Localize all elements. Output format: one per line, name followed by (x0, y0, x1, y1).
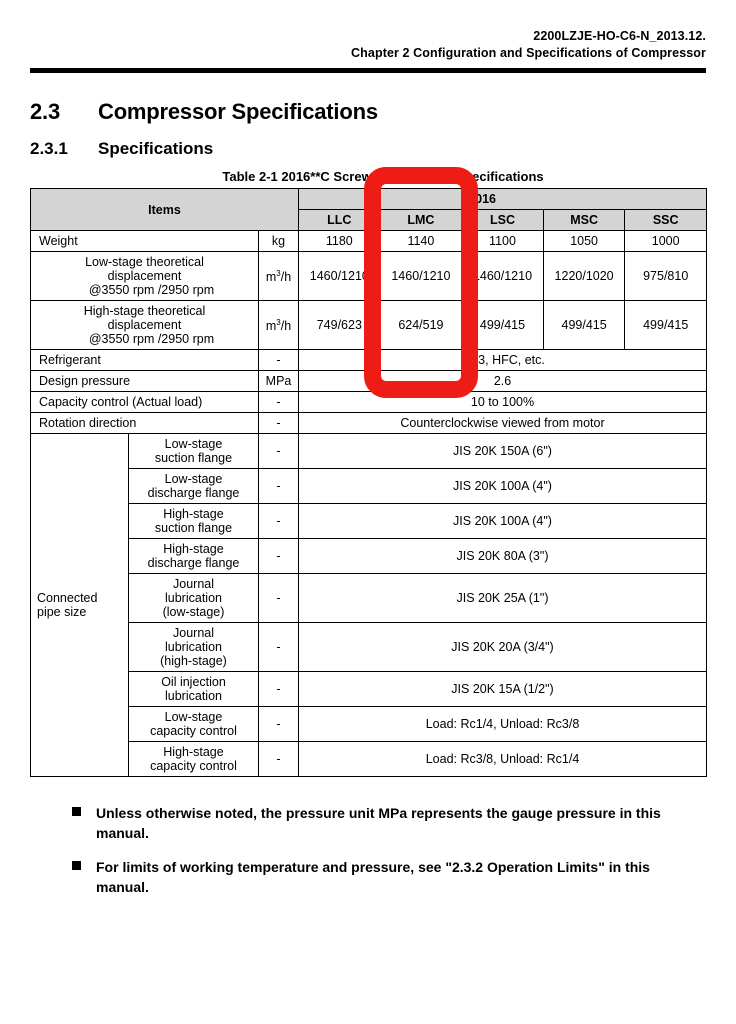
cell-weight-llc: 1180 (299, 231, 381, 252)
header-items: Items (31, 189, 299, 231)
label-line-2: lubrication (165, 689, 222, 703)
pipe-row-label (129, 539, 259, 574)
label-line-2: displacement (107, 318, 182, 332)
pipe-row-value: Load: Rc3/8, Unload: Rc1/4 (299, 742, 707, 777)
row-label-design-pressure: Design pressure (31, 371, 259, 392)
table-row (31, 469, 707, 504)
row-label-rotation-direction: Rotation direction (31, 413, 259, 434)
pipe-row-label (129, 469, 259, 504)
table-row (31, 672, 707, 707)
header-group-spacer-1 (299, 189, 381, 210)
label-line-2: suction flange (154, 451, 233, 465)
note-item (72, 857, 706, 897)
pipe-row-value: JIS 20K 150A (6") (299, 434, 707, 469)
pipe-row-value: JIS 20K 100A (4") (299, 469, 707, 504)
cell-lowdisp-ssc: 975/810 (625, 252, 707, 301)
label-line-2: capacity control (150, 759, 237, 773)
square-bullet-icon (72, 857, 96, 897)
table-row (31, 371, 707, 392)
row-label-low-stage-displacement (31, 252, 259, 301)
label-line-1: High-stage theoretical (83, 304, 206, 318)
note-text: For limits of working temperature and pressure, see "2.3.2 Operation Limits" in this manual. (96, 859, 650, 895)
cell-lowdisp-msc: 1220/1020 (543, 252, 625, 301)
row-unit-weight: kg (259, 231, 299, 252)
table-row (31, 742, 707, 777)
row-unit-high-stage-displacement: $m^3/h$ (259, 301, 299, 350)
label-line-1: Oil injection (161, 675, 226, 689)
table-header-row-group (31, 189, 707, 210)
section-title: Compressor Specifications (98, 99, 378, 124)
compressor-specifications-table (30, 188, 707, 777)
cell-highdisp-llc: 749/623 (299, 301, 381, 350)
table-row (31, 392, 707, 413)
pipe-row-label (129, 574, 259, 623)
label-line-1: High-stage (163, 507, 224, 521)
row-label-connected-pipe-size (31, 434, 129, 777)
table-row (31, 707, 707, 742)
note-text: Unless otherwise noted, the pressure unit MPa represents the gauge pressure in this manual. (96, 805, 661, 841)
row-label-high-stage-displacement (31, 301, 259, 350)
pipe-row-value: JIS 20K 80A (3") (299, 539, 707, 574)
cell-lowdisp-llc: 1460/1210 (299, 252, 381, 301)
section-number: 2.3 (30, 99, 60, 124)
pipe-row-unit: - (259, 469, 299, 504)
label-line-1: Low-stage (164, 710, 223, 724)
header-group-spacer-2 (380, 189, 462, 210)
pipe-row-label (129, 707, 259, 742)
row-label-refrigerant: Refrigerant (31, 350, 259, 371)
cell-rotation-direction-value: Counterclockwise viewed from motor (299, 413, 707, 434)
label-line-1: Low-stage (164, 472, 223, 486)
header-model-lsc: LSC (462, 210, 544, 231)
cell-capacity-control-value: 10 to 100% (299, 392, 707, 413)
pipe-row-label (129, 434, 259, 469)
table-row (31, 301, 707, 350)
subsection-title: Specifications (98, 139, 214, 158)
label-line-2: discharge flange (147, 556, 240, 570)
table-row (31, 504, 707, 539)
row-label-capacity-control: Capacity control (Actual load) (31, 392, 259, 413)
pipe-label-line-1: Connected (37, 591, 98, 605)
header-chapter: Chapter 2 Configuration and Specifications of Compressor (351, 46, 706, 60)
label-line-3: (low-stage) (162, 605, 225, 619)
header-model-msc: MSC (543, 210, 625, 231)
pipe-row-unit: - (259, 672, 299, 707)
table-row (31, 434, 707, 469)
row-unit-refrigerant: - (259, 350, 299, 371)
header-model-lmc: LMC (380, 210, 462, 231)
table-row (31, 350, 707, 371)
pipe-row-label (129, 672, 259, 707)
pipe-row-label (129, 623, 259, 672)
square-bullet-icon (72, 803, 96, 843)
label-line-2: lubrication (165, 640, 222, 654)
note-item (72, 803, 706, 843)
label-line-2: capacity control (150, 724, 237, 738)
cell-highdisp-ssc: 499/415 (625, 301, 707, 350)
cell-highdisp-lmc: 624/519 (380, 301, 462, 350)
table-caption: Table 2-1 2016**C Screw Compressor Specifications (222, 169, 544, 184)
row-unit-rotation-direction: - (259, 413, 299, 434)
cell-highdisp-msc: 499/415 (543, 301, 625, 350)
pipe-row-value: JIS 20K 20A (3/4") (299, 623, 707, 672)
cell-lowdisp-lmc: 1460/1210 (380, 252, 462, 301)
label-line-1: Journal (173, 626, 214, 640)
table-row (31, 623, 707, 672)
pipe-row-value: JIS 20K 25A (1") (299, 574, 707, 623)
header-divider-rule (30, 68, 706, 73)
table-row (31, 539, 707, 574)
cell-design-pressure-value: 2.6 (299, 371, 707, 392)
label-line-2: displacement (107, 269, 182, 283)
header-group-year: 2016 (462, 189, 707, 210)
label-line-1: Low-stage theoretical (85, 255, 204, 269)
table-row (31, 413, 707, 434)
header-model-llc: LLC (299, 210, 381, 231)
cell-weight-msc: 1050 (543, 231, 625, 252)
cell-lowdisp-lsc: 1460/1210 (462, 252, 544, 301)
subsection-number: 2.3.1 (30, 139, 68, 158)
label-line-2: lubrication (165, 591, 222, 605)
pipe-row-value: JIS 20K 100A (4") (299, 504, 707, 539)
label-line-3: (high-stage) (160, 654, 227, 668)
table-row (31, 231, 707, 252)
row-unit-low-stage-displacement: $m^3/h$ (259, 252, 299, 301)
pipe-row-unit: - (259, 504, 299, 539)
label-line-3: @3550 rpm /2950 rpm (88, 283, 215, 297)
pipe-row-unit: - (259, 742, 299, 777)
label-line-2: suction flange (154, 521, 233, 535)
cell-highdisp-lsc: 499/415 (462, 301, 544, 350)
header-doc-code: 2200LZJE-HO-C6-N_2013.12. (533, 29, 706, 43)
table-row (31, 252, 707, 301)
label-line-2: discharge flange (147, 486, 240, 500)
notes-list (30, 803, 706, 897)
pipe-row-unit: - (259, 434, 299, 469)
cell-weight-ssc: 1000 (625, 231, 707, 252)
row-unit-capacity-control: - (259, 392, 299, 413)
pipe-row-label (129, 742, 259, 777)
row-label-weight: Weight (31, 231, 259, 252)
pipe-row-value: Load: Rc1/4, Unload: Rc3/8 (299, 707, 707, 742)
document-header (30, 0, 706, 62)
label-line-3: @3550 rpm /2950 rpm (88, 332, 215, 346)
section-heading (30, 99, 706, 125)
row-unit-design-pressure: MPa (259, 371, 299, 392)
label-line-1: Journal (173, 577, 214, 591)
subsection-heading (30, 139, 706, 159)
pipe-row-label (129, 504, 259, 539)
cell-refrigerant-value: NH3, HFC, etc. (299, 350, 707, 371)
header-model-ssc: SSC (625, 210, 707, 231)
pipe-label-line-2: pipe size (37, 605, 87, 619)
pipe-row-unit: - (259, 707, 299, 742)
cell-weight-lsc: 1100 (462, 231, 544, 252)
label-line-1: High-stage (163, 745, 224, 759)
label-line-1: High-stage (163, 542, 224, 556)
table-row (31, 574, 707, 623)
label-line-1: Low-stage (164, 437, 223, 451)
pipe-row-value: JIS 20K 15A (1/2") (299, 672, 707, 707)
cell-weight-lmc: 1140 (380, 231, 462, 252)
pipe-row-unit: - (259, 623, 299, 672)
pipe-row-unit: - (259, 539, 299, 574)
pipe-row-unit: - (259, 574, 299, 623)
